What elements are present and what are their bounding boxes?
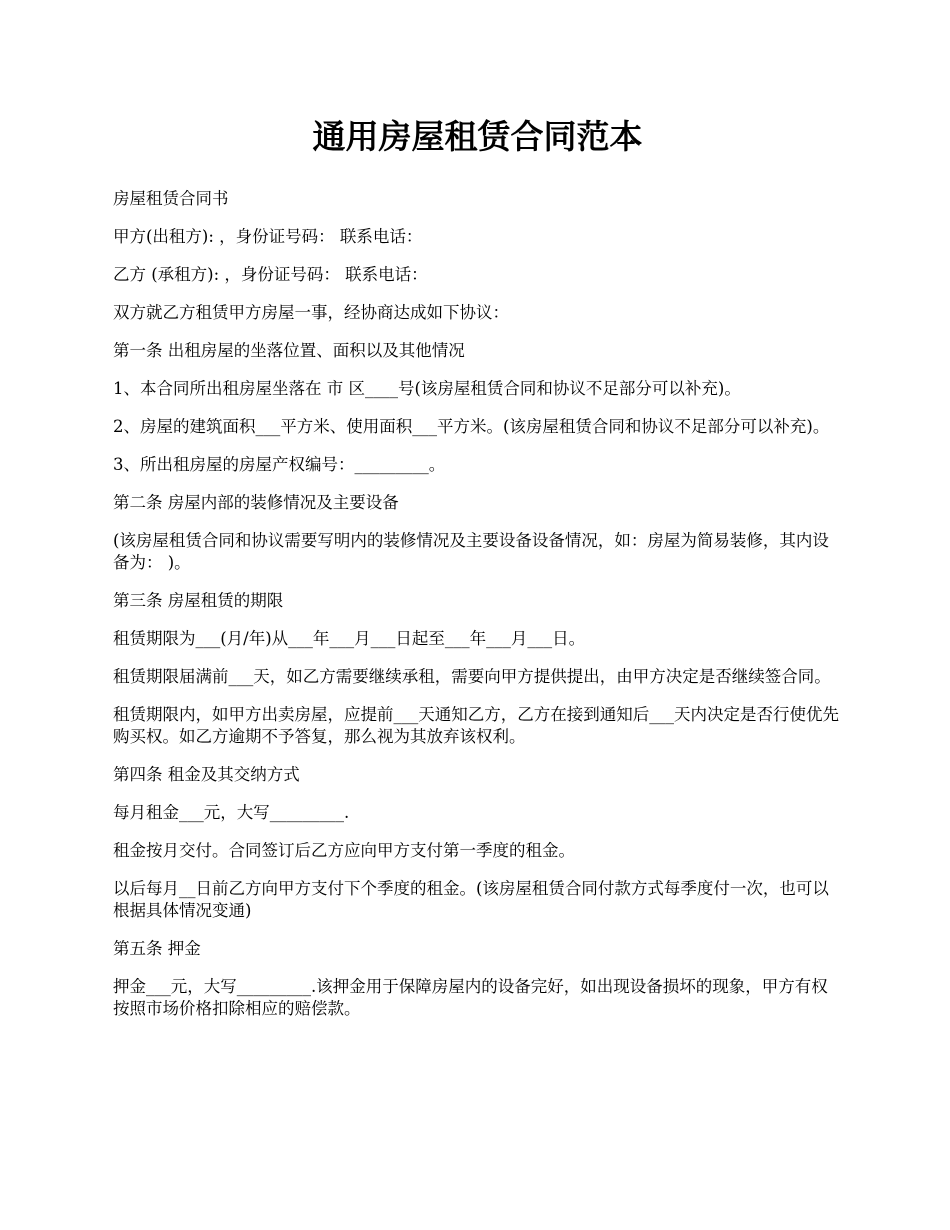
article-3-heading: 第三条 房屋租赁的期限 bbox=[113, 591, 284, 610]
contract-heading: 房屋租赁合同书 bbox=[113, 189, 229, 208]
article-2-body: (该房屋租赁合同和协议需要写明内的装修情况及主要设备设备情况，如：房屋为简易装修，其内设备为： )。 bbox=[113, 531, 829, 572]
article-4-schedule: 以后每月__日前乙方向甲方支付下个季度的租金。(该房屋租赁合同付款方式每季度付一次，也可以根据具体情况变通) bbox=[113, 879, 829, 920]
article-3-term: 租赁期限为___(月/年)从___年___月___日起至___年___月___日。 bbox=[113, 629, 586, 648]
document-title: 通用房屋租赁合同范本 bbox=[312, 117, 643, 156]
article-4-monthly-rent: 每月租金___元，大写_________. bbox=[113, 803, 350, 822]
party-b-line: 乙方 (承租方): ，身份证号码： 联系电话： bbox=[113, 265, 428, 284]
article-3-preemption: 租赁期限内，如甲方出卖房屋，应提前___天通知乙方，乙方在接到通知后___天内决定是否行使优先购买权。如乙方逾期不予答复，那么视为其放弃该权利。 bbox=[113, 705, 839, 746]
article-4-payment: 租金按月交付。合同签订后乙方应向甲方支付第一季度的租金。 bbox=[113, 841, 575, 860]
article-1-clause-2: 2、房屋的建筑面积___平方米、使用面积___平方米。(该房屋租赁合同和协议不足部分可以补充)。 bbox=[113, 417, 830, 436]
article-1-heading: 第一条 出租房屋的坐落位置、面积以及其他情况 bbox=[113, 341, 465, 360]
article-1-clause-1: 1、本合同所出租房屋坐落在 市 区____号(该房屋租赁合同和协议不足部分可以补充)。 bbox=[113, 379, 741, 398]
agreement-intro: 双方就乙方租赁甲方房屋一事，经协商达成如下协议： bbox=[113, 303, 509, 322]
article-1-clause-3: 3、所出租房屋的房屋产权编号：_________。 bbox=[113, 455, 446, 474]
article-3-renewal: 租赁期限届满前___天，如乙方需要继续承租，需要向甲方提供提出，由甲方决定是否继续签合同。 bbox=[113, 667, 831, 686]
article-2-heading: 第二条 房屋内部的装修情况及主要设备 bbox=[113, 493, 399, 512]
article-5-heading: 第五条 押金 bbox=[113, 939, 201, 958]
party-a-line: 甲方(出租方): ，身份证号码： 联系电话： bbox=[113, 227, 423, 246]
article-5-deposit: 押金___元，大写_________.该押金用于保障房屋内的设备完好，如出现设备损坏的现象，甲方有权按照市场价格扣除相应的赔偿款。 bbox=[113, 977, 828, 1018]
article-4-heading: 第四条 租金及其交纳方式 bbox=[113, 765, 300, 784]
